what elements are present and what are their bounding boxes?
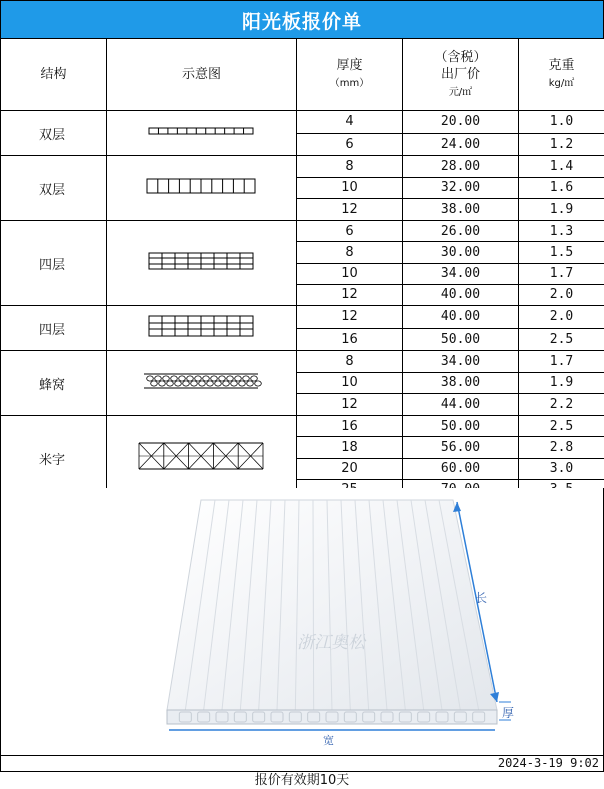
price-table — [0, 38, 604, 501]
price-cell: 60.00 — [403, 458, 519, 479]
thickness-cell: 20 — [297, 458, 403, 479]
price-cell: 38.00 — [403, 199, 519, 221]
thickness-cell: 10 — [297, 263, 403, 284]
four-wall-grid-icon — [107, 306, 297, 346]
header-diagram: 示意图 — [107, 39, 297, 111]
diagram-cell — [107, 156, 297, 221]
structure-cell: 双层 — [1, 156, 107, 221]
weight-cell: 1.5 — [519, 242, 604, 263]
price-cell: 24.00 — [403, 133, 519, 156]
thickness-cell: 12 — [297, 306, 403, 329]
thickness-cell: 16 — [297, 328, 403, 351]
length-label: 长 — [475, 591, 488, 605]
header-thickness: 厚度 （mm） — [297, 39, 403, 111]
weight-cell: 1.4 — [519, 156, 604, 178]
thickness-cell: 8 — [297, 156, 403, 178]
date-row — [0, 755, 604, 772]
price-cell: 50.00 — [403, 328, 519, 351]
structure-cell: 四层 — [1, 221, 107, 306]
weight-cell: 2.5 — [519, 328, 604, 351]
thickness-cell: 12 — [297, 394, 403, 416]
weight-cell: 1.3 — [519, 221, 604, 242]
weight-cell: 2.2 — [519, 394, 604, 416]
thickness-cell: 6 — [297, 133, 403, 156]
thickness-cell: 8 — [297, 242, 403, 263]
thickness-cell: 8 — [297, 351, 403, 373]
thickness-label: 厚 — [502, 706, 515, 720]
table-row — [1, 156, 604, 178]
price-cell: 44.00 — [403, 394, 519, 416]
price-cell: 40.00 — [403, 284, 519, 305]
price-cell: 28.00 — [403, 156, 519, 178]
x-structure-icon — [107, 416, 297, 496]
price-cell: 34.00 — [403, 351, 519, 373]
table-row — [1, 306, 604, 329]
thickness-cell: 6 — [297, 221, 403, 242]
thickness-cell: 12 — [297, 284, 403, 305]
diagram-cell — [107, 351, 297, 416]
weight-cell: 1.7 — [519, 351, 604, 373]
price-cell: 38.00 — [403, 372, 519, 394]
structure-cell: 米字 — [1, 416, 107, 501]
weight-cell: 1.7 — [519, 263, 604, 284]
polycarbonate-sheet-illustration — [1, 488, 603, 755]
weight-cell: 1.9 — [519, 372, 604, 394]
thickness-cell: 4 — [297, 111, 403, 134]
weight-cell: 1.9 — [519, 199, 604, 221]
table-header-row — [1, 39, 604, 111]
weight-cell: 1.2 — [519, 133, 604, 156]
table-row — [1, 111, 604, 134]
price-cell: 56.00 — [403, 437, 519, 458]
page-title: 阳光板报价单 — [0, 0, 604, 39]
structure-cell: 蜂窝 — [1, 351, 107, 416]
timestamp: 2024-3-19 9:02 — [497, 756, 599, 770]
price-cell: 26.00 — [403, 221, 519, 242]
weight-cell: 1.6 — [519, 177, 604, 199]
price-cell: 40.00 — [403, 306, 519, 329]
table-row — [1, 416, 604, 437]
thickness-cell: 10 — [297, 177, 403, 199]
honeycomb-icon — [107, 351, 297, 411]
price-cell: 34.00 — [403, 263, 519, 284]
header-weight: 克重 kg/㎡ — [519, 39, 604, 111]
table-row — [1, 221, 604, 242]
thickness-cell: 16 — [297, 416, 403, 437]
diagram-cell — [107, 306, 297, 351]
price-cell: 50.00 — [403, 416, 519, 437]
weight-cell: 2.8 — [519, 437, 604, 458]
four-wall-icon — [107, 221, 297, 301]
watermark: 浙江奥松 — [297, 633, 365, 653]
weight-cell: 3.0 — [519, 458, 604, 479]
validity-note: 报价有效期10天 — [254, 773, 350, 788]
product-photo — [0, 488, 604, 756]
thickness-cell: 12 — [297, 199, 403, 221]
thickness-cell: 18 — [297, 437, 403, 458]
width-label: 宽 — [323, 734, 334, 747]
diagram-cell — [107, 221, 297, 306]
header-structure: 结构 — [1, 39, 107, 111]
header-price: （含税） 出厂价 元/㎡ — [403, 39, 519, 111]
structure-cell: 四层 — [1, 306, 107, 351]
weight-cell: 2.0 — [519, 306, 604, 329]
structure-cell: 双层 — [1, 111, 107, 156]
weight-cell: 2.0 — [519, 284, 604, 305]
price-cell: 30.00 — [403, 242, 519, 263]
weight-cell: 1.0 — [519, 111, 604, 134]
price-cell: 32.00 — [403, 177, 519, 199]
price-cell: 20.00 — [403, 111, 519, 134]
thickness-cell: 10 — [297, 372, 403, 394]
weight-cell: 2.5 — [519, 416, 604, 437]
twin-wall-thick-icon — [107, 156, 297, 216]
table-row — [1, 351, 604, 373]
diagram-cell — [107, 111, 297, 156]
twin-wall-thin-icon — [107, 111, 297, 151]
